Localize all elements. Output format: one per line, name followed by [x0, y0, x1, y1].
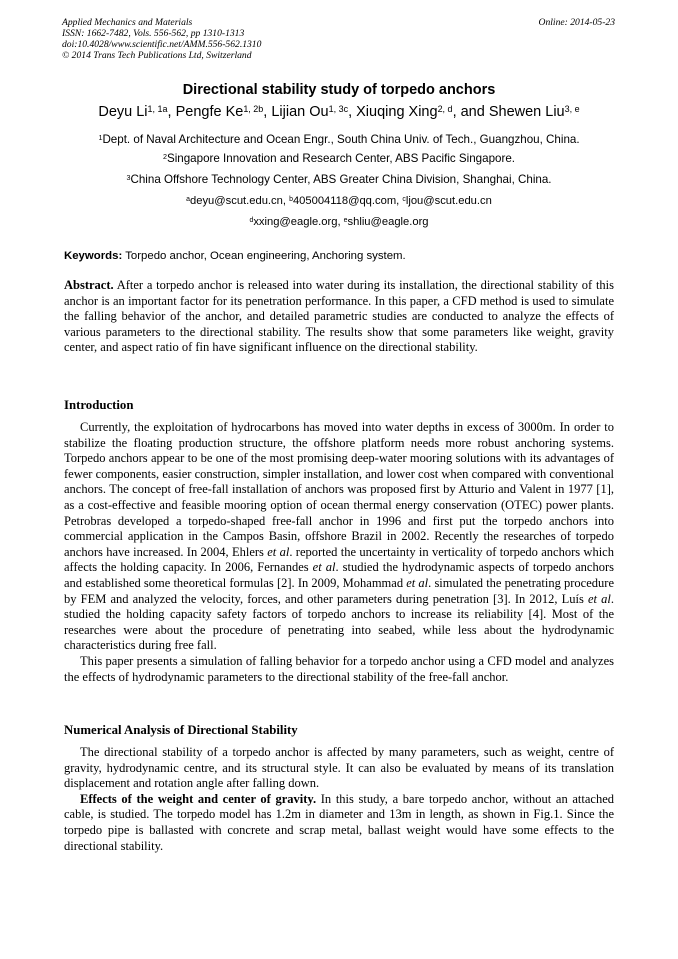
introduction-body — [64, 420, 614, 685]
email-address[interactable]: shliu@eagle.org — [347, 216, 429, 228]
author-affiliation-mark: 1, 1a — [147, 103, 168, 114]
journal-name: Applied Mechanics and Materials — [62, 17, 193, 28]
author-separator: , — [167, 104, 176, 120]
text-run: In this study, a bare torpedo anchor, without an attached cable, is studied. The torpedo model has 1.2m in diameter and 13m in length, as shown in Fig.1. Since the torpedo pipe is ballasted with concrete and scrap metal, ballast weight would have some effects to the directional stability. — [64, 791, 614, 853]
email-mark: c — [402, 195, 406, 203]
author-affiliation-mark: 3, e — [564, 103, 580, 114]
author-affiliation-mark: 1, 3c — [328, 103, 349, 114]
paper-title: Directional stability study of torpedo anchors — [182, 82, 496, 98]
email-address[interactable]: deyu@scut.edu.cn — [190, 195, 283, 207]
intro-paragraph-1 — [64, 420, 614, 654]
copyright-line: © 2014 Trans Tech Publications Ltd, Switzerland — [62, 50, 252, 61]
author-separator: , and — [452, 104, 489, 120]
author-affiliation-mark: 2, d — [437, 103, 453, 114]
keywords-label: Keywords: — [64, 250, 123, 262]
email-mark: a — [186, 195, 191, 203]
affiliation-mark: 1 — [98, 132, 103, 142]
email-address[interactable]: ljou@scut.edu.cn — [405, 195, 492, 207]
intro-paragraph-2: This paper presents a simulation of falling behavior for a torpedo anchor using a CFD model and analyzes the effects of hydrodynamic parameters to the directional stability of the free-fall anchor. — [64, 653, 614, 684]
affiliation-text: China Offshore Technology Center, ABS Greater China Division, Shanghai, China. — [130, 173, 552, 186]
section-heading-numerical-analysis: Numerical Analysis of Directional Stability — [64, 723, 298, 737]
author-separator: , — [263, 104, 272, 120]
email-address[interactable]: xxing@eagle.org — [253, 216, 338, 228]
text-run: . reported the uncertainty in verticality of torpedo anchors which affects the holding capacity. In 2006, Fernandes — [64, 544, 614, 575]
author: Shewen Liu — [488, 104, 565, 120]
text-run: . simulated the penetrating procedure by FEM and analyzed the velocity, forces, and other parameters during penetration [3]. In 2012, Luís — [64, 575, 614, 606]
author-separator: , — [348, 104, 357, 120]
journal-header — [62, 17, 261, 61]
affiliation-text: Dept. of Naval Architecture and Ocean Engr., South China Univ. of Tech., Guangzhou, China. — [102, 133, 580, 146]
numerical-paragraph-2 — [64, 792, 614, 854]
doi-line: doi:10.4028/www.scientific.net/AMM.556-562.1310 — [62, 39, 262, 50]
email-mark: b — [289, 195, 293, 203]
email-separator: , — [396, 195, 403, 207]
issn-line: ISSN: 1662-7482, Vols. 556-562, pp 1310-1313 — [62, 28, 245, 39]
et-al: et al — [588, 591, 611, 606]
email-mark: d — [249, 216, 254, 224]
affiliation-2 — [0, 152, 678, 166]
email-separator: , — [282, 195, 290, 207]
affiliation-mark: 2 — [162, 151, 167, 161]
email-separator: , — [337, 216, 344, 228]
et-al: et al — [267, 544, 290, 559]
affiliation-3 — [0, 173, 678, 187]
email-line-2 — [0, 215, 678, 229]
email-line-1 — [0, 194, 678, 208]
abstract-text: After a torpedo anchor is released into water during its installation, the directional stability of this anchor is an important factor for its penetration performance. In this paper, a CFD method is used to simulate the falling behavior of the anchor, and detailed parametric studies are conducted to analyze the effects of various parameters to the directional stability. The results show that some parameters like weight, gravity center, and aspect ratio of fin have significant influence on the directional stability. — [64, 278, 615, 355]
numerical-body — [64, 745, 614, 854]
author: Pengfe Ke — [175, 104, 244, 120]
numerical-paragraph-1: The directional stability of a torpedo anchor is affected by many parameters, such as weight, centre of gravity, hydrodynamic centre, and its structural style. It can also be evaluated by means of its translation displacement and rotation angle after falling down. — [64, 745, 614, 791]
section-heading-introduction: Introduction — [64, 398, 134, 412]
keywords-text: Torpedo anchor, Ocean engineering, Anchoring system. — [125, 250, 406, 262]
author: Lijian Ou — [271, 104, 329, 120]
et-al: et al — [312, 560, 336, 575]
email-mark: e — [343, 216, 348, 224]
keywords — [64, 249, 624, 263]
text-run: . studied the holding capacity safety factors of torpedo anchors to increase its reliability [4]. Most of the researches were about the procedure of penetrating into seabed, while less about the hydrodynamic characteristics during free fall. — [64, 591, 614, 653]
et-al: et al — [406, 575, 429, 590]
author: Xiuqing Xing — [356, 104, 438, 120]
abstract — [64, 278, 614, 356]
online-date: Online: 2014-05-23 — [538, 17, 615, 28]
paragraph-lead: Effects of the weight and center of gravity. — [80, 791, 317, 806]
author-affiliation-mark: 1, 2b — [243, 103, 264, 114]
text-run: Currently, the exploitation of hydrocarbons has moved into water depths in excess of 3000m. In order to stabilize the floating production structure, the offshore platform needs more robust anchoring systems. Torpedo anchors appear to be one of the most promising deep-water mooring solutions with its advantages of fewer components, easier construction, simpler installation, and lower cost when compared with conventional anchors. The concept of free-fall installation of anchors was proposed first by Atturio and Valent in 1977 [1], as a cost-effective and feasible mooring option of ocean thermal energy conservation (OTEC) power plants. Petrobras developed a torpedo-shaped free-fall anchor in 1996 and first put the torpedo anchors into commercial application in the Campos Basin, offshore Brazil in 2002. Recently the researches of torpedo anchors have increased. In 2004, Ehlers — [64, 420, 614, 559]
text-run: . studied the hydrodynamic aspects of torpedo anchors and established some theoretical formulas [2]. In 2009, Mohammad — [64, 560, 614, 590]
affiliation-text: Singapore Innovation and Research Center, ABS Pacific Singapore. — [166, 152, 516, 165]
author: Deyu Li — [98, 104, 148, 120]
author-line — [0, 102, 678, 122]
abstract-label: Abstract. — [64, 278, 114, 292]
affiliation-1 — [0, 133, 678, 147]
affiliation-mark: 3 — [126, 172, 131, 182]
email-address[interactable]: 405004118@qq.com — [292, 195, 397, 207]
